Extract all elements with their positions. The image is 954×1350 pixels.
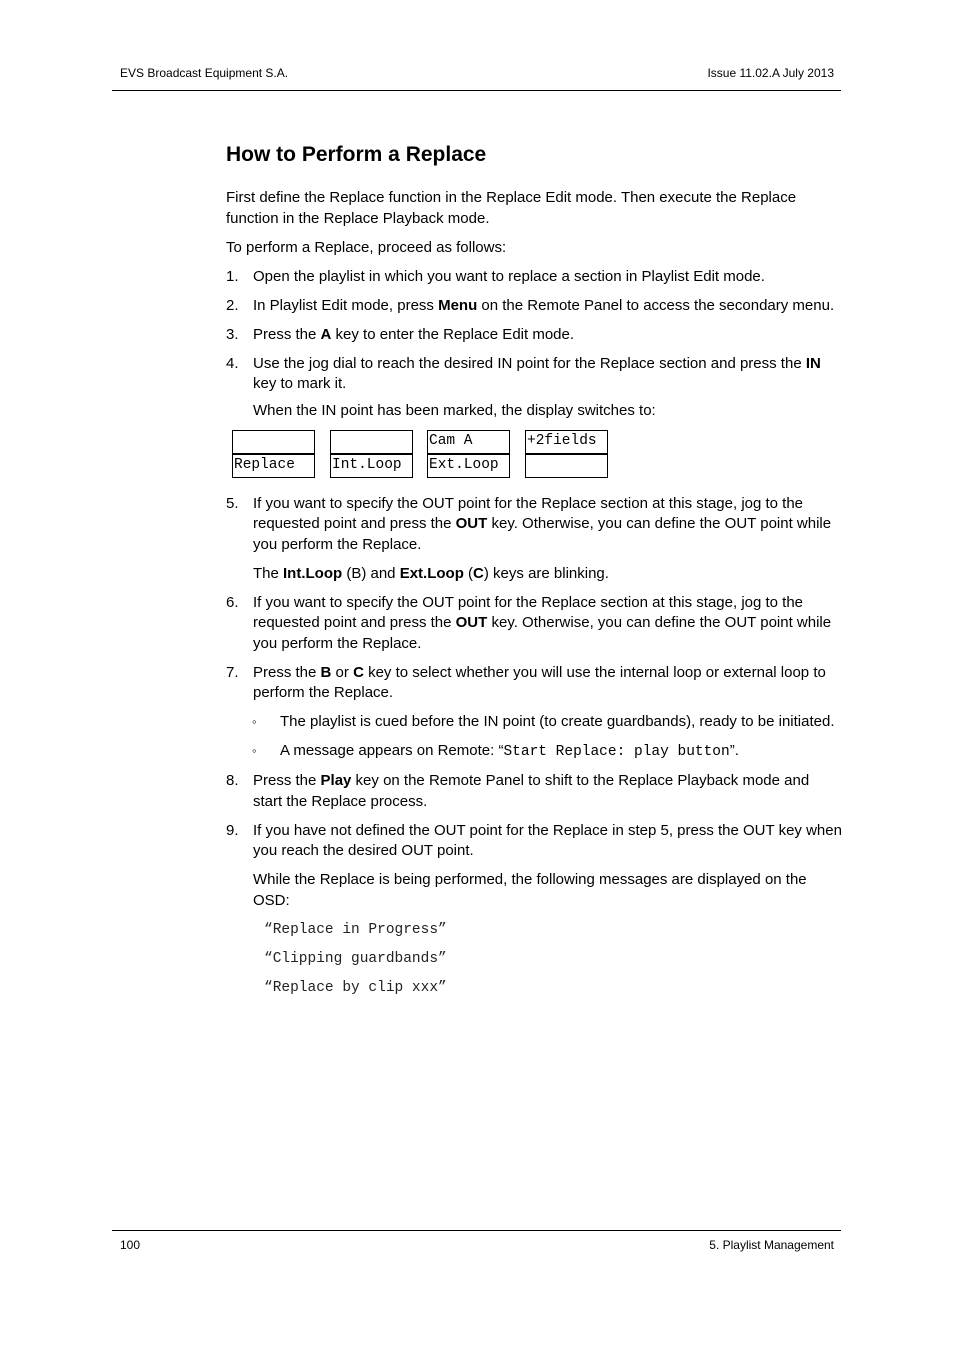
bullet-text: ”.	[729, 742, 739, 759]
key-name: Menu	[438, 296, 478, 314]
note-text: (B) and	[342, 564, 400, 582]
step-2	[226, 296, 842, 317]
header-issue: Issue 11.02.A July 2013	[707, 66, 834, 80]
step-text: key to select whether you will use the internal loop or external loop to perform the Replace.	[253, 663, 826, 701]
step-number: 6.	[226, 593, 239, 611]
step-text: key to enter the Replace Edit mode.	[331, 325, 575, 343]
lcd-cell: Replace	[232, 454, 315, 478]
intro-paragraph: First define the Replace function in the Replace Edit mode. Then execute the Replace function in the Replace Playback mode.	[226, 189, 797, 227]
lcd-cell	[232, 430, 315, 454]
lcd-cell: Cam A	[427, 430, 510, 454]
step-9	[226, 821, 842, 862]
step-9-note: While the Replace is being performed, the following messages are displayed on the OSD:	[253, 871, 807, 909]
lcd-cell: Ext.Loop	[427, 454, 510, 478]
step-3	[226, 325, 842, 346]
step-text: key. Otherwise, you can define the OUT point while you perform the Replace.	[253, 614, 832, 652]
key-name: C	[473, 564, 484, 582]
key-name: Int.Loop	[283, 564, 343, 582]
step-4-note: When the IN point has been marked, the display switches to:	[253, 401, 656, 419]
step-text: key on the Remote Panel to shift to the Replace Playback mode and start the Replace process.	[253, 772, 810, 810]
osd-message: “Replace in Progress”	[264, 921, 447, 938]
osd-message: “Clipping guardbands”	[264, 950, 447, 967]
step-number: 1.	[226, 267, 239, 285]
lcd-display	[232, 430, 842, 478]
step-text: key to mark it.	[253, 375, 347, 392]
step-text: key. Otherwise, you can define the OUT point while you perform the Replace.	[253, 515, 832, 553]
step-4	[226, 354, 842, 395]
chapter-title: 5. Playlist Management	[709, 1238, 834, 1252]
step-text: Press the	[253, 663, 321, 681]
header-company: EVS Broadcast Equipment S.A.	[120, 66, 289, 80]
key-name: OUT	[455, 614, 488, 631]
lcd-cell	[330, 430, 413, 454]
step-number: 5.	[226, 494, 239, 512]
step-number: 2.	[226, 296, 239, 314]
note-text: (	[463, 564, 474, 582]
step-number: 3.	[226, 325, 239, 343]
step-8	[226, 771, 842, 812]
page-title: How to Perform a Replace	[226, 143, 487, 166]
step-7-bullet	[226, 741, 842, 763]
step-number: 9.	[226, 821, 239, 839]
step-text: Open the playlist in which you want to replace a section in Playlist Edit mode.	[253, 267, 765, 285]
step-7-bullet	[226, 712, 842, 733]
step-text: Use the jog dial to reach the desired IN point for the Replace section and press the	[253, 354, 806, 372]
step-5-note	[226, 564, 842, 585]
footer-rule	[112, 1230, 841, 1231]
osd-message: “Replace by clip xxx”	[264, 979, 447, 996]
note-text: ) keys are blinking.	[483, 564, 609, 582]
page-content	[226, 142, 842, 1007]
step-text: Press the	[253, 325, 321, 343]
step-number: 8.	[226, 772, 239, 789]
intro-lead: To perform a Replace, proceed as follows:	[226, 238, 507, 256]
step-text: on the Remote Panel to access the secondary menu.	[477, 296, 835, 314]
remote-message: Start Replace: play button	[503, 744, 730, 760]
bullet-text: A message appears on Remote: “	[280, 742, 504, 759]
bullet-icon: ◦	[252, 743, 257, 758]
bullet-icon: ◦	[252, 714, 257, 729]
key-name: Play	[320, 772, 352, 789]
header-rule	[112, 90, 841, 91]
key-name: B	[320, 663, 332, 681]
lcd-cell	[525, 454, 608, 478]
lcd-cell: Int.Loop	[330, 454, 413, 478]
step-7	[226, 663, 842, 704]
step-text: Press the	[253, 772, 321, 789]
key-name: C	[353, 663, 364, 681]
key-name: OUT	[455, 515, 488, 532]
step-text: or	[331, 663, 354, 681]
step-text: If you want to specify the OUT point for the Replace section at this stage, jog to the requested point and press the	[253, 494, 804, 532]
bullet-text: The playlist is cued before the IN point (to create guardbands), ready to be initiated.	[280, 713, 835, 730]
step-text: If you have not defined the OUT point for the Replace in step 5, press the OUT key when you reach the desired OUT point.	[253, 821, 842, 859]
page-number: 100	[120, 1238, 141, 1252]
key-name: IN	[805, 354, 821, 372]
lcd-cell: +2fields	[525, 430, 608, 454]
note-text: The	[253, 564, 284, 582]
step-number: 4.	[226, 354, 239, 372]
key-name: Ext.Loop	[399, 564, 464, 582]
step-number: 7.	[226, 663, 239, 681]
step-5	[226, 494, 842, 556]
step-1	[226, 267, 842, 288]
step-text: If you want to specify the OUT point for the Replace section at this stage, jog to the requested point and press the	[253, 593, 804, 631]
step-text: In Playlist Edit mode, press	[253, 296, 439, 314]
key-name: A	[320, 325, 332, 343]
step-6	[226, 593, 842, 655]
